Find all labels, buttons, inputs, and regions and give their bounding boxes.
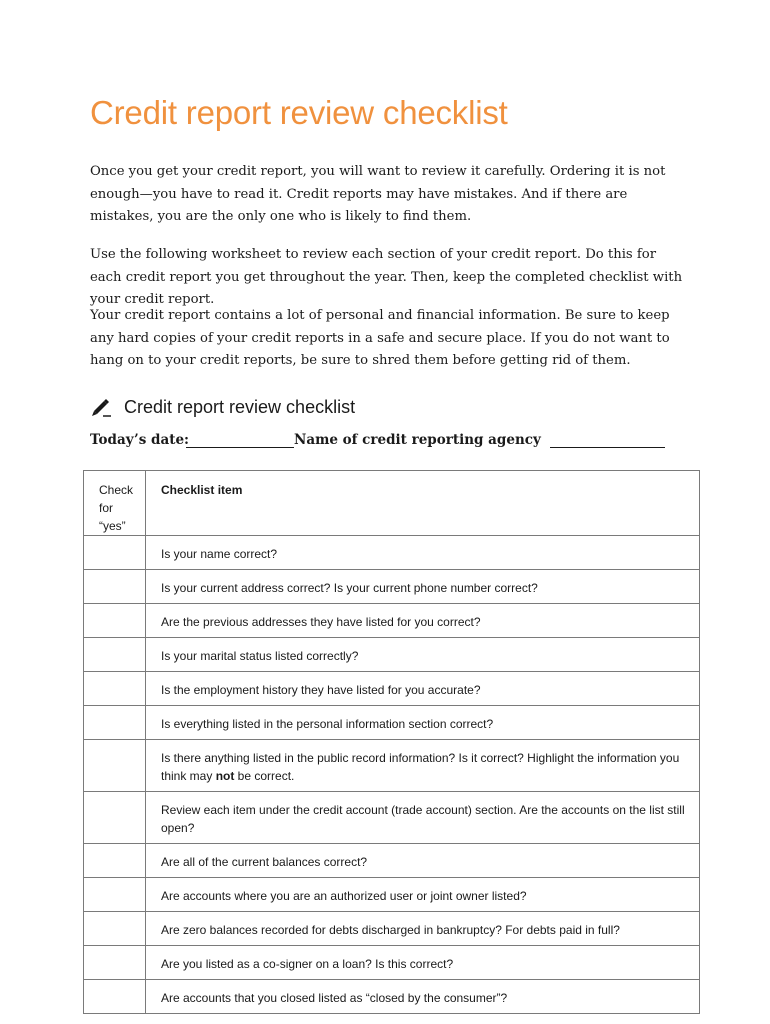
table-row	[84, 536, 700, 570]
item-text: Is there anything listed in the public record information? Is it correct? Highlight the information you think may	[161, 751, 680, 783]
intro-paragraph-1: Once you get your credit report, you will want to review it carefully. Ordering it is not enough—you have to read it. Credit reports may have mistakes. And if there are mistakes, you are the only one who is likely to find them.	[90, 164, 666, 224]
check-cell[interactable]	[84, 844, 146, 878]
intro-paragraph-3: Your credit report contains a lot of personal and financial information. Be sure to keep any hard copies of your credit reports in a safe and secure place. If you do not want to hang on to your credit reports, be sure to shred them before getting rid of them.	[90, 308, 670, 368]
checklist-item: Is the employment history they have listed for you accurate?	[146, 672, 700, 706]
check-cell[interactable]	[84, 980, 146, 1014]
checklist-item: Is your current address correct? Is your current phone number correct?	[146, 570, 700, 604]
check-cell[interactable]	[84, 672, 146, 706]
table-header-row	[84, 471, 700, 536]
checklist-item: Are all of the current balances correct?	[146, 844, 700, 878]
table-row	[84, 570, 700, 604]
table-row	[84, 912, 700, 946]
checklist-item: Are the previous addresses they have listed for you correct?	[146, 604, 700, 638]
intro-paragraph-2: Use the following worksheet to review each section of your credit report. Do this for each credit report you get throughout the year. Then, keep the completed checklist with your credit report.	[90, 247, 683, 307]
check-cell[interactable]	[84, 604, 146, 638]
table-row	[84, 946, 700, 980]
table-row	[84, 706, 700, 740]
checklist-item	[146, 740, 700, 792]
table-row	[84, 672, 700, 706]
table-row	[84, 844, 700, 878]
checklist-table	[83, 470, 700, 1014]
checklist-item: Is everything listed in the personal information section correct?	[146, 706, 700, 740]
page-title: Credit report review checklist	[90, 94, 508, 131]
check-cell[interactable]	[84, 912, 146, 946]
agency-field[interactable]	[550, 432, 665, 448]
check-cell[interactable]	[84, 536, 146, 570]
check-cell[interactable]	[84, 706, 146, 740]
checklist-item: Are accounts that you closed listed as “closed by the consumer”?	[146, 980, 700, 1014]
section-title: Credit report review checklist	[124, 396, 356, 417]
check-cell[interactable]	[84, 740, 146, 792]
date-label: Today’s date:	[90, 432, 190, 448]
checklist-item: Are accounts where you are an authorized user or joint owner listed?	[146, 878, 700, 912]
table-row	[84, 740, 700, 792]
table-row	[84, 980, 700, 1014]
checklist-item: Review each item under the credit account (trade account) section. Are the accounts on the list still open?	[146, 792, 700, 844]
check-cell[interactable]	[84, 946, 146, 980]
agency-label: Name of credit reporting agency	[294, 432, 541, 448]
check-column-header: Check for “yes”	[84, 471, 146, 536]
check-cell[interactable]	[84, 878, 146, 912]
checklist-item: Are you listed as a co-signer on a loan? Is this correct?	[146, 946, 700, 980]
table-row	[84, 604, 700, 638]
checklist-section-header	[90, 396, 355, 418]
table-row	[84, 792, 700, 844]
date-field[interactable]	[186, 432, 294, 448]
item-text-tail: be correct.	[234, 769, 295, 783]
check-cell[interactable]	[84, 792, 146, 844]
item-column-header: Checklist item	[146, 471, 700, 536]
item-emphasis: not	[215, 769, 235, 783]
check-cell[interactable]	[84, 638, 146, 672]
checklist-item: Is your name correct?	[146, 536, 700, 570]
pencil-icon	[90, 396, 112, 418]
checklist-item: Is your marital status listed correctly?	[146, 638, 700, 672]
table-row	[84, 638, 700, 672]
check-cell[interactable]	[84, 570, 146, 604]
checklist-item: Are zero balances recorded for debts discharged in bankruptcy? For debts paid in full?	[146, 912, 700, 946]
table-row	[84, 878, 700, 912]
